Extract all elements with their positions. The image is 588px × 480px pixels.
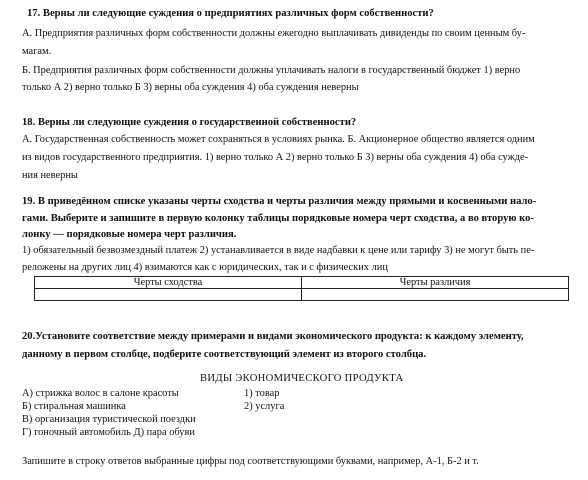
q18-line-1: А. Государственная собственность может сохраняться в условиях рынка. Б. Акционерное общество является одним	[22, 134, 535, 145]
table-header-row	[35, 277, 569, 289]
q17-line-2: магам.	[22, 46, 52, 57]
table-answer-row	[35, 289, 569, 301]
q20-type-1: 1) товар	[244, 388, 280, 399]
q19-answer-table	[34, 276, 569, 301]
q20-title-line-2: данному в первом столбце, подберите соответствующий элемент из второго столбца.	[22, 349, 427, 360]
q19-line-1: 1) обязательный безвозмездный платеж 2) устанавливается в виде надбавки к цене или тарифу 3) не могут быть пе-	[22, 245, 535, 256]
q20-example-b: Б) стиральная машинка	[22, 401, 126, 412]
q17-line-1: А. Предприятия различных форм собственности должны ежегодно выплачивать дивиденды по своим ценным бу-	[22, 28, 526, 39]
table-header-differences: Черты различия	[302, 277, 569, 289]
q19-title-line-3: лонку — порядковые номера черт различия.	[22, 229, 237, 240]
q17-line-3: Б. Предприятия различных форм собственности должны уплачивать налоги в государственный бюджет 1) верно	[22, 65, 521, 76]
q20-title-line-1: 20.Установите соответствие между примерами и видами экономического продукта: к каждому элементу,	[22, 331, 524, 342]
q20-type-2: 2) услуга	[244, 401, 285, 412]
q19-title-line-1: 19. В приведённом списке указаны черты сходства и черты различия между прямыми и косвенными нало-	[22, 196, 537, 207]
q19-title-line-2: гами. Выберите и запишите в первую колонку таблицы порядковые номера черт сходства, а во вторую ко-	[22, 213, 534, 224]
q19-line-2: реложены на других лиц 4) взимаются как с юридических, так и с физических лиц	[22, 262, 388, 273]
q17-line-4: только А 2) верно только Б 3) верны оба суждения 4) оба суждения неверны	[22, 82, 359, 93]
q20-example-d-e: Г) гоночный автомобиль Д) пара обуви	[22, 427, 195, 438]
q18-line-2: из видов государственного предприятия. 1) верно только А 2) верно только Б 3) верны оба суждения 4) оба сужде-	[22, 152, 529, 163]
table-header-similarities: Черты сходства	[35, 277, 302, 289]
q20-example-c: В) организация туристической поездки	[22, 414, 196, 425]
q18-line-3: ния неверны	[22, 170, 78, 181]
q18-title: 18. Верны ли следующие суждения о государственной собственности?	[22, 117, 357, 128]
q20-caption: ВИДЫ ЭКОНОМИЧЕСКОГО ПРОДУКТА	[200, 373, 404, 384]
answer-cell-similarities[interactable]	[35, 289, 302, 301]
q20-footer: Запишите в строку ответов выбранные цифры под соответствующими буквами, например, А-1, Б-2 и т.	[22, 456, 479, 467]
q17-title: 17. Верны ли следующие суждения о предприятиях различных форм собственности?	[27, 8, 434, 19]
answer-cell-differences[interactable]	[302, 289, 569, 301]
q20-example-a: А) стрижка волос в салоне красоты	[22, 388, 179, 399]
